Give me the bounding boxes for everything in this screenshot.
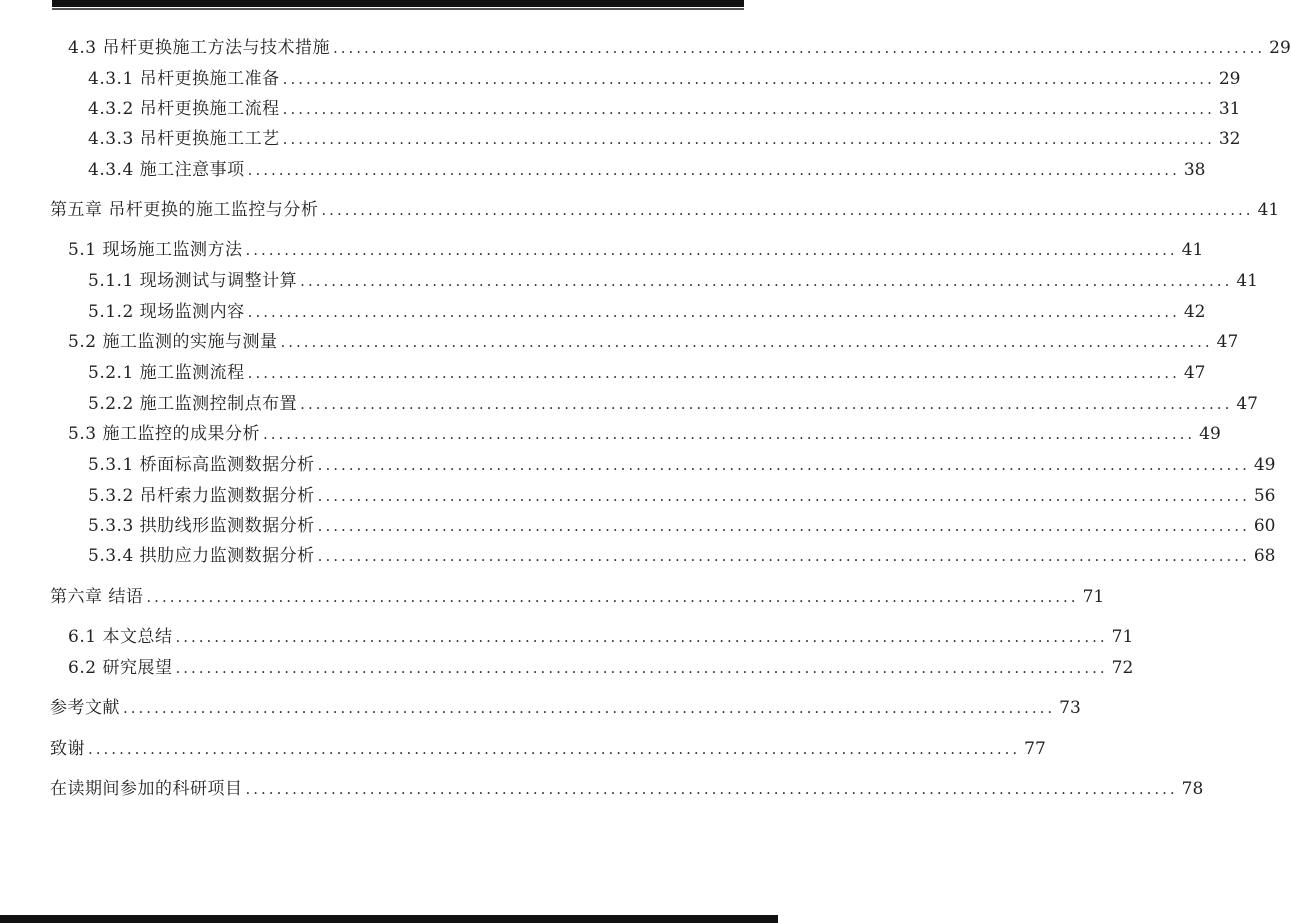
toc-leader: ........................................................................................................................: [317, 547, 1250, 565]
toc-leader: ........................................................................................................................: [123, 699, 1056, 717]
toc-leader: ........................................................................................................................: [317, 487, 1250, 505]
toc-entry-label: 5.2.1 施工监测流程: [88, 363, 245, 383]
toc-entry-page: 29: [1269, 38, 1291, 58]
toc-entry-label: 4.3.1 吊杆更换施工准备: [88, 69, 280, 89]
toc-entry[interactable]: [68, 622, 1134, 648]
toc-leader: ........................................................................................................................: [282, 70, 1215, 88]
toc-entry-label: 5.3.3 拱肋线形监测数据分析: [88, 516, 315, 536]
toc-entry-page: 41: [1181, 240, 1204, 260]
toc-entry[interactable]: [68, 33, 1291, 59]
toc-leader: ........................................................................................................................: [321, 201, 1254, 219]
toc-entry-page: 56: [1253, 486, 1276, 506]
toc-entry-page: 47: [1216, 332, 1239, 352]
toc-entry-label: 第五章 吊杆更换的施工监控与分析: [50, 200, 319, 220]
toc-leader: ........................................................................................................................: [317, 517, 1250, 535]
toc-entry-page: 60: [1253, 516, 1276, 536]
toc-entry-label: 5.1 现场施工监测方法: [68, 240, 243, 260]
toc-entry[interactable]: [68, 653, 1134, 679]
toc-entry-label: 参考文献: [50, 698, 120, 718]
toc-entry[interactable]: [50, 774, 1204, 800]
toc-entry-page: 47: [1183, 363, 1206, 383]
toc-entry[interactable]: [88, 450, 1276, 476]
toc-entry[interactable]: [68, 419, 1221, 445]
toc-leader: ........................................................................................................................: [146, 588, 1079, 606]
toc-entry[interactable]: [50, 582, 1105, 608]
toc-entry-page: 47: [1236, 394, 1258, 414]
toc-leader: ........................................................................................................................: [247, 303, 1180, 321]
toc-entry-label: 6.1 本文总结: [68, 627, 173, 647]
toc-leader: ........................................................................................................................: [332, 39, 1266, 57]
toc-entry-page: 38: [1183, 160, 1206, 180]
toc-entry-label: 6.2 研究展望: [68, 658, 173, 678]
toc-entry[interactable]: [88, 541, 1276, 567]
toc-leader: ........................................................................................................................: [282, 100, 1215, 118]
toc-entry[interactable]: [88, 511, 1276, 537]
toc-entry[interactable]: [88, 124, 1241, 150]
toc-leader: ........................................................................................................................: [282, 130, 1215, 148]
toc-entry[interactable]: [88, 297, 1206, 323]
bottom-rule: [0, 915, 778, 923]
toc-entry[interactable]: [88, 389, 1258, 415]
toc-entry-label: 第六章 结语: [50, 587, 144, 607]
toc-entry-label: 5.2.2 施工监测控制点布置: [88, 394, 298, 414]
toc-leader: ........................................................................................................................: [175, 628, 1108, 646]
toc-leader: ........................................................................................................................: [245, 780, 1178, 798]
toc-leader: ........................................................................................................................: [88, 740, 1021, 758]
toc-entry[interactable]: [88, 481, 1276, 507]
toc-entry-page: 49: [1253, 455, 1276, 475]
toc-entry-label: 5.3.4 拱肋应力监测数据分析: [88, 546, 315, 566]
toc-leader: ........................................................................................................................: [300, 395, 1233, 413]
toc-leader: ........................................................................................................................: [280, 333, 1213, 351]
toc-entry-page: 73: [1059, 698, 1081, 718]
toc-entry[interactable]: [88, 155, 1206, 181]
toc-leader: ........................................................................................................................: [262, 425, 1196, 443]
toc-entry-page: 41: [1257, 200, 1280, 220]
toc-entry[interactable]: [88, 64, 1241, 90]
toc-entry-label: 4.3.3 吊杆更换施工工艺: [88, 129, 280, 149]
toc-entry-page: 77: [1024, 739, 1046, 759]
toc-leader: ........................................................................................................................: [247, 161, 1180, 179]
toc-entry-page: 68: [1253, 546, 1276, 566]
toc-entry-page: 78: [1181, 779, 1204, 799]
toc-entry[interactable]: [50, 693, 1081, 719]
toc-entry-page: 49: [1199, 424, 1221, 444]
toc-leader: ........................................................................................................................: [245, 241, 1178, 259]
toc-entry-page: 42: [1183, 302, 1206, 322]
toc-entry-page: 72: [1111, 658, 1134, 678]
toc-entry-page: 31: [1218, 99, 1241, 119]
toc-leader: ........................................................................................................................: [317, 456, 1250, 474]
toc-entry-label: 5.1.2 现场监测内容: [88, 302, 245, 322]
toc-entry-label: 4.3 吊杆更换施工方法与技术措施: [68, 38, 330, 58]
toc-entry[interactable]: [88, 94, 1241, 120]
toc-entry-page: 41: [1236, 271, 1258, 291]
toc-entry[interactable]: [50, 734, 1046, 760]
toc-leader: ........................................................................................................................: [300, 272, 1233, 290]
toc-entry-page: 71: [1082, 587, 1105, 607]
toc-entry-label: 致谢: [50, 739, 85, 759]
toc-entry[interactable]: [88, 358, 1206, 384]
toc-entry[interactable]: [50, 195, 1280, 221]
toc-entry-label: 5.2 施工监测的实施与测量: [68, 332, 278, 352]
toc-entry-label: 5.3.1 桥面标高监测数据分析: [88, 455, 315, 475]
toc-entry-label: 4.3.2 吊杆更换施工流程: [88, 99, 280, 119]
toc-entry-label: 4.3.4 施工注意事项: [88, 160, 245, 180]
toc-entry[interactable]: [68, 327, 1239, 353]
toc-entry-page: 32: [1218, 129, 1241, 149]
toc-entry-label: 5.1.1 现场测试与调整计算: [88, 271, 298, 291]
toc-entry-page: 71: [1111, 627, 1134, 647]
toc-entry-label: 5.3 施工监控的成果分析: [68, 424, 260, 444]
toc-leader: ........................................................................................................................: [247, 364, 1180, 382]
toc-entry[interactable]: [68, 235, 1204, 261]
toc-entry[interactable]: [88, 266, 1258, 292]
toc-leader: ........................................................................................................................: [175, 659, 1108, 677]
toc-entry-page: 29: [1218, 69, 1241, 89]
toc-entry-label: 在读期间参加的科研项目: [50, 779, 243, 799]
toc-entry-label: 5.3.2 吊杆索力监测数据分析: [88, 486, 315, 506]
